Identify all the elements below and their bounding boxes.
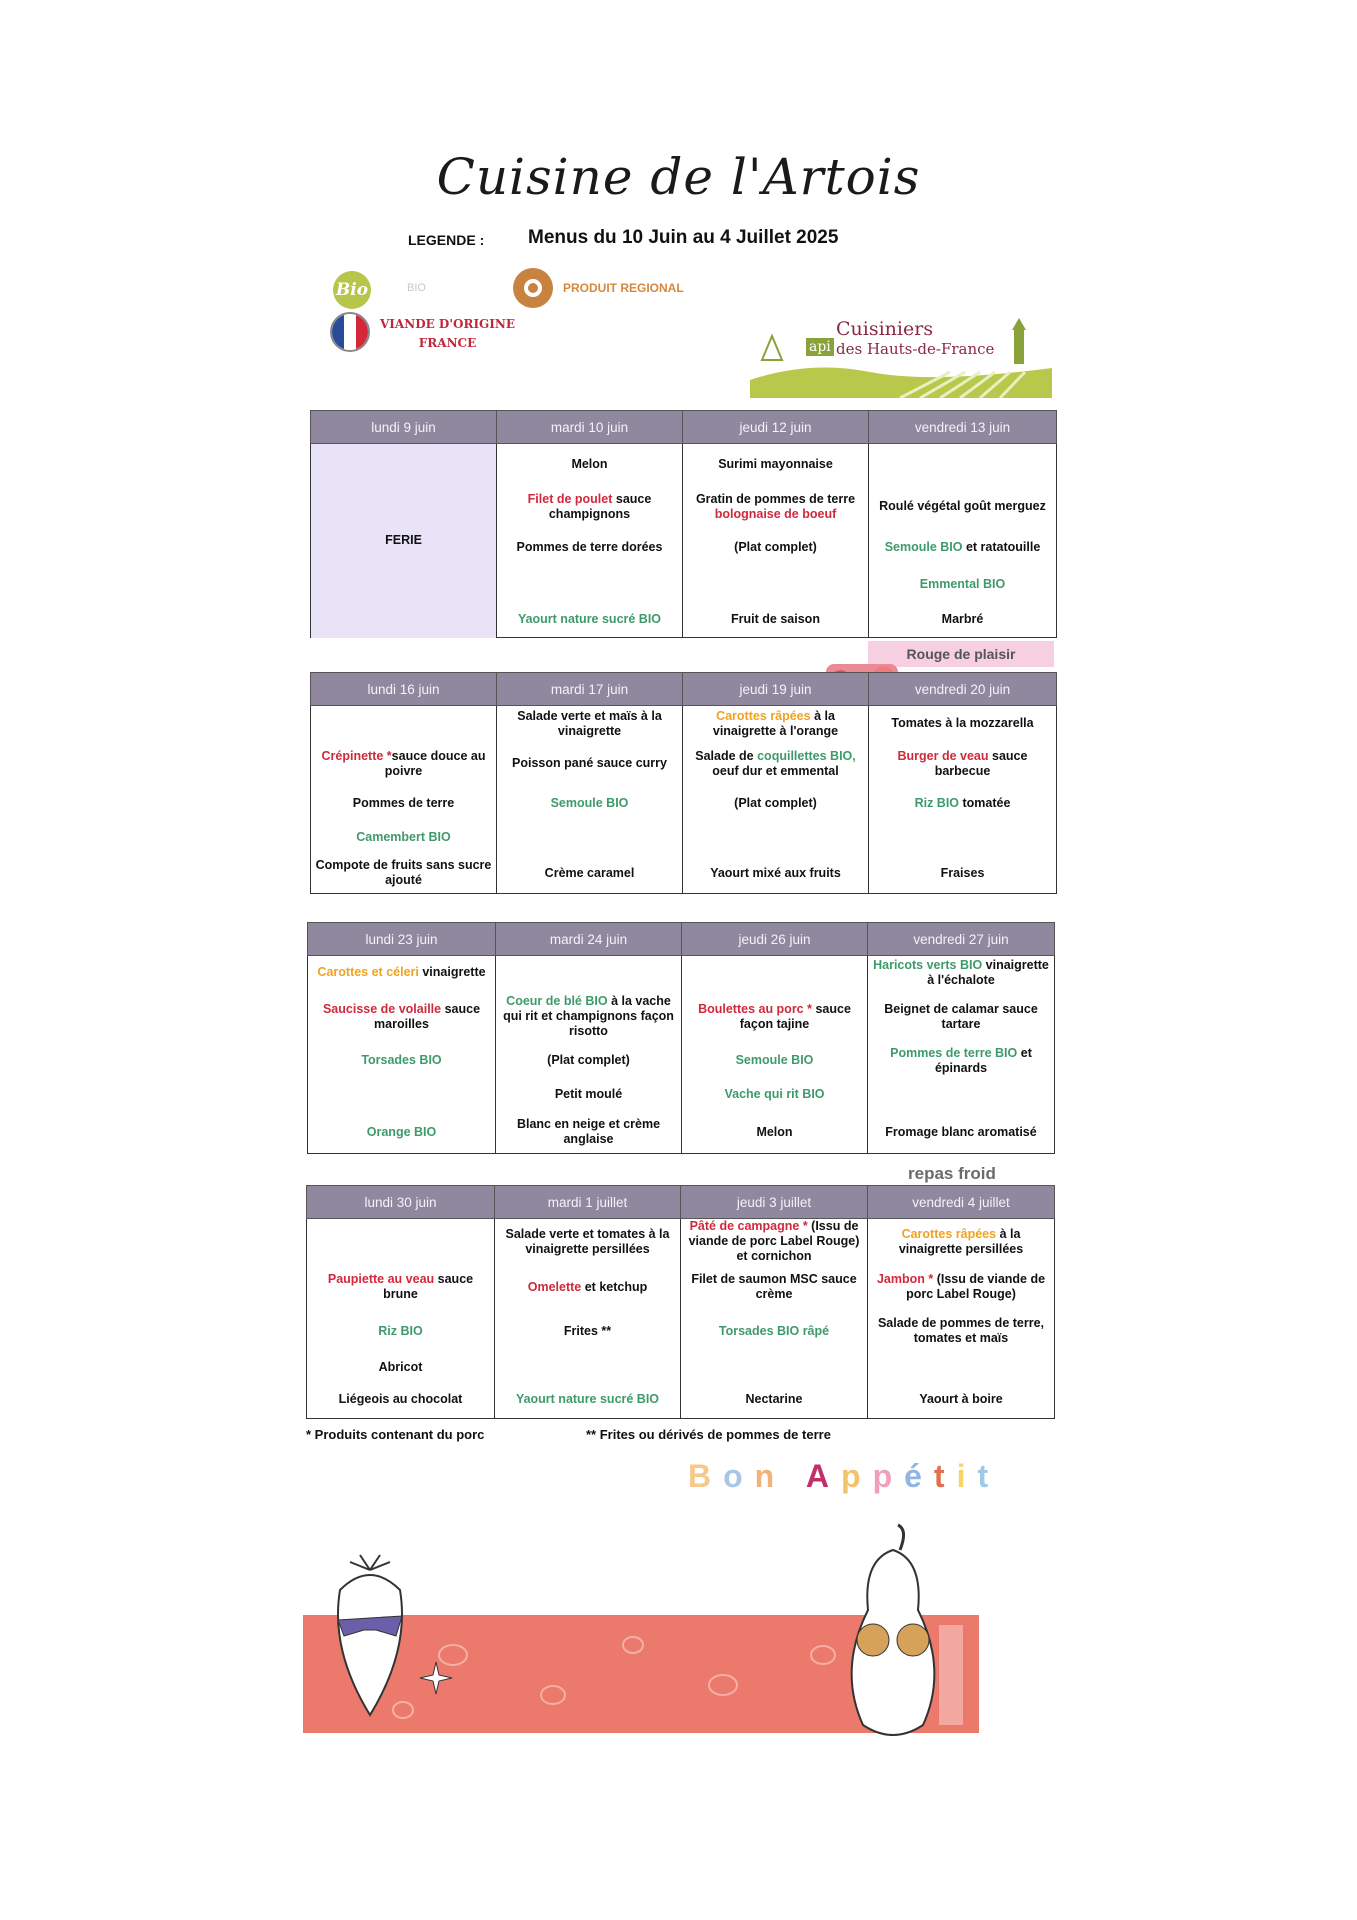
menu-cell: Salade verte et tomates à la vinaigrette persillées [495,1219,681,1265]
menu-cell: Crépinette *sauce douce au poivre [311,742,497,786]
menu-cell: Crème caramel [497,854,683,894]
menu-cell: (Plat complet) [683,786,869,822]
menu-cell: Salade de pommes de terre, tomates et maïs [868,1310,1055,1352]
menu-cell: Tomates à la mozzarella [869,706,1057,742]
legend-france: VIANDE D'ORIGINE FRANCE [380,317,516,350]
legend-label: LEGENDE : [408,232,485,248]
day-header: mardi 1 juillet [495,1186,681,1219]
menu-cell: (Plat complet) [496,1044,682,1078]
menu-cell [683,822,869,854]
menu-cell: Gratin de pommes de terre bolognaise de boeuf [683,486,869,528]
menu-cell: Yaourt mixé aux fruits [683,854,869,894]
menu-cell-feri: FERIE [311,444,497,638]
day-header: vendredi 4 juillet [868,1186,1055,1219]
day-header: lundi 23 juin [308,923,496,956]
menu-cell: Carottes râpées à la vinaigrette à l'orange [683,706,869,742]
menu-cell [307,1219,495,1265]
menu-cell: Melon [497,444,683,486]
week-2-table [310,672,1057,894]
day-header: mardi 24 juin [496,923,682,956]
menu-cell: Fromage blanc aromatisé [868,1112,1055,1154]
menu-cell: Abricot [307,1352,495,1382]
menu-cell: Marbré [869,602,1057,638]
flower-icon [418,1660,454,1696]
menu-cell: Pommes de terre [311,786,497,822]
menu-cell: Paupiette au veau sauce brune [307,1264,495,1310]
menu-cell: Pâté de campagne * (Issu de viande de porc Label Rouge) et cornichon [681,1219,868,1265]
menu-cell: Filet de saumon MSC sauce crème [681,1264,868,1310]
day-header: lundi 9 juin [311,411,497,444]
menu-cell: Omelette et ketchup [495,1264,681,1310]
api-badge: api [806,338,834,356]
menu-cell: Pommes de terre BIO et épinards [868,1044,1055,1078]
menu-cell: Melon [682,1112,868,1154]
menu-cell: Semoule BIO [497,786,683,822]
menu-cell: Semoule BIO [682,1044,868,1078]
api-logo-subtitle: des Hauts-de-France [836,340,995,358]
menu-cell: Vache qui rit BIO [682,1078,868,1112]
menu-cell: Salade de coquillettes BIO, oeuf dur et emmental [683,742,869,786]
menu-cell [683,568,869,602]
page-title: Cuisine de l'Artois [436,148,921,206]
menu-cell: Beignet de calamar sauce tartare [868,990,1055,1044]
bio-logo-icon: Bio [333,271,371,309]
day-header: mardi 10 juin [497,411,683,444]
menu-cell [869,444,1057,486]
day-header: jeudi 26 juin [682,923,868,956]
api-logo-title: Cuisiniers [836,318,934,340]
menu-cell: Torsades BIO [308,1044,496,1078]
menu-cell: Boulettes au porc * sauce façon tajine [682,990,868,1044]
day-header: mardi 17 juin [497,673,683,706]
menu-cell: Yaourt nature sucré BIO [497,602,683,638]
menu-cell: Camembert BIO [311,822,497,854]
menu-subtitle: Menus du 10 Juin au 4 Juillet 2025 [528,227,839,248]
menu-cell: Petit moulé [496,1078,682,1112]
week-4-table [306,1185,1055,1419]
menu-cell [869,822,1057,854]
menu-cell [308,1078,496,1112]
menu-cell [495,1352,681,1382]
day-header: vendredi 13 juin [869,411,1057,444]
menu-cell: Torsades BIO râpé [681,1310,868,1352]
menu-cell: Surimi mayonnaise [683,444,869,486]
menu-cell [311,706,497,742]
menu-cell: Frites ** [495,1310,681,1352]
day-header: lundi 30 juin [307,1186,495,1219]
menu-cell: Burger de veau sauce barbecue [869,742,1057,786]
day-header: vendredi 20 juin [869,673,1057,706]
menu-cell: Blanc en neige et crème anglaise [496,1112,682,1154]
day-header: jeudi 12 juin [683,411,869,444]
legend-bio: BIO [407,282,426,294]
menu-cell [682,956,868,990]
menu-cell [868,1078,1055,1112]
day-header: jeudi 19 juin [683,673,869,706]
menu-cell: Pommes de terre dorées [497,528,683,568]
menu-cell: Orange BIO [308,1112,496,1154]
menu-cell: Yaourt à boire [868,1382,1055,1418]
menu-cell: Salade verte et maïs à la vinaigrette [497,706,683,742]
bon-appetit: Bon Appétit [688,1458,1001,1494]
menu-cell: Carottes râpées à la vinaigrette persillées [868,1219,1055,1265]
menu-cell: Compote de fruits sans sucre ajouté [311,854,497,894]
menu-cell [497,568,683,602]
legend-regional: PRODUIT REGIONAL [563,281,684,295]
week-1-header [311,411,1057,444]
menu-cell [496,956,682,990]
week-1-table [310,410,1057,638]
menu-cell: Nectarine [681,1382,868,1418]
menu-cell: Jambon * (Issu de viande de porc Label Rouge) [868,1264,1055,1310]
footnote-porc: * Produits contenant du porc [306,1427,485,1442]
regional-product-icon [513,268,553,308]
menu-cell: Roulé végétal goût merguez [869,486,1057,528]
menu-cell [681,1352,868,1382]
menu-cell: Liégeois au chocolat [307,1382,495,1418]
menu-cell: Fruit de saison [683,602,869,638]
repas-froid-label: repas froid [908,1164,996,1183]
strawberry-illustration [330,1550,410,1720]
day-header: lundi 16 juin [311,673,497,706]
menu-cell: (Plat complet) [683,528,869,568]
rouge-de-plaisir-label: Rouge de plaisir [868,641,1054,667]
menu-cell: Riz BIO tomatée [869,786,1057,822]
footnote-frites: ** Frites ou dérivés de pommes de terre [586,1427,831,1442]
menu-cell: Fraises [869,854,1057,894]
menu-cell: Poisson pané sauce curry [497,742,683,786]
day-header: vendredi 27 juin [868,923,1055,956]
menu-cell: Saucisse de volaille sauce maroilles [308,990,496,1044]
menu-cell: Emmental BIO [869,568,1057,602]
week-3-table [307,922,1055,1154]
menu-cell: Filet de poulet sauce champignons [497,486,683,528]
menu-cell: Haricots verts BIO vinaigrette à l'échalote [868,956,1055,990]
menu-cell: Riz BIO [307,1310,495,1352]
pear-illustration [838,1520,948,1750]
menu-cell [497,822,683,854]
menu-cell: Semoule BIO et ratatouille [869,528,1057,568]
menu-cell: Yaourt nature sucré BIO [495,1382,681,1418]
day-header: jeudi 3 juillet [681,1186,868,1219]
menu-cell [868,1352,1055,1382]
menu-cell: Carottes et céleri vinaigrette [308,956,496,990]
france-flag-icon [330,312,370,352]
menu-cell: Coeur de blé BIO à la vache qui rit et champignons façon risotto [496,990,682,1044]
